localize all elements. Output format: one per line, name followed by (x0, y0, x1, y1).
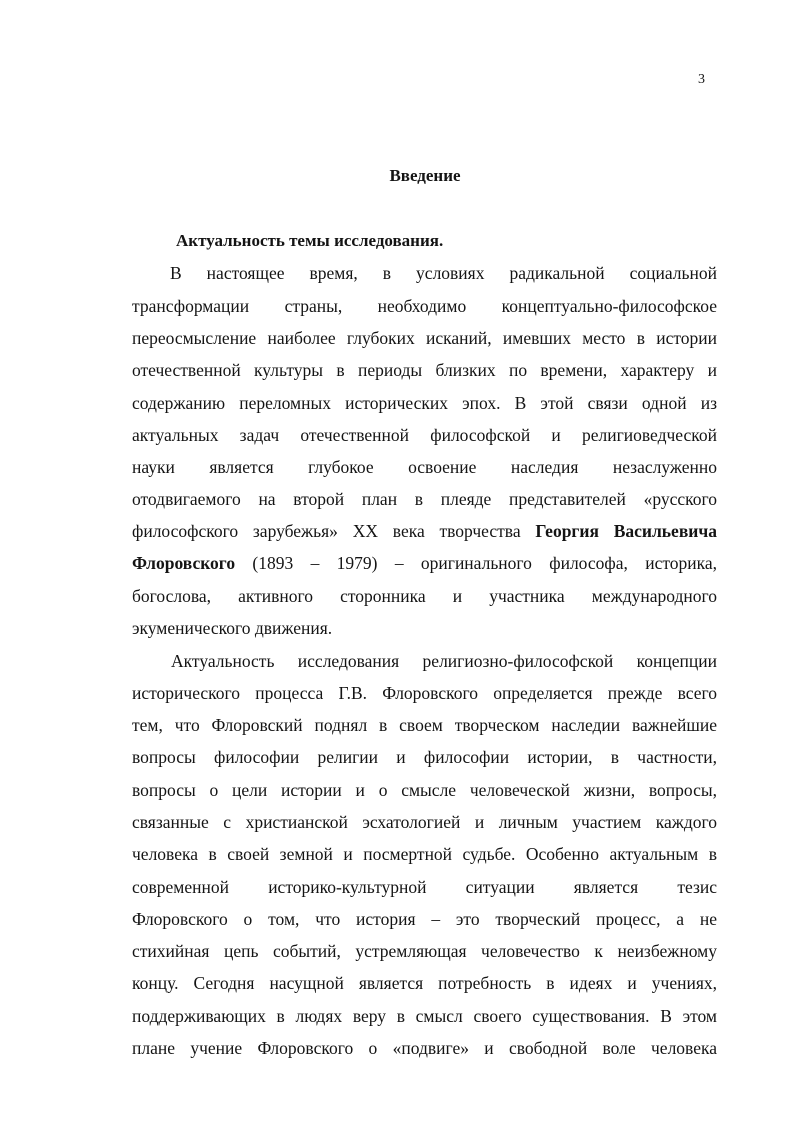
text-line: поддерживающих в людях веру в смысл своего существования. В этом (132, 1006, 717, 1026)
text-line: тем, что Флоровский поднял в своем творческом наследии важнейшие (132, 715, 717, 735)
text-line: связанные с христианской эсхатологией и личным участием каждого (132, 812, 717, 832)
text-line: содержанию переломных исторических эпох. В этой связи одной из (132, 393, 717, 413)
page-title: Введение (389, 166, 461, 185)
text-line: В настоящее время, в условиях радикальной социальной (170, 263, 717, 283)
text-line (132, 551, 717, 575)
text-line: стихийная цепь событий, устремляющая человечество к неизбежному (132, 941, 717, 961)
text-line: богослова, активного сторонника и участника международного (132, 586, 717, 606)
text-line: отодвигаемого на второй план в плеяде представителей «русского (132, 489, 717, 509)
text-line: Актуальность исследования религиозно-философской концепции (171, 651, 717, 671)
text-line: актуальных задач отечественной философской и религиоведческой (132, 425, 717, 445)
text-line: переосмысление наиболее глубоких исканий, имевших место в истории (132, 328, 717, 348)
text-line (132, 519, 717, 543)
text-line: отечественной культуры в периоды близких по времени, характеру и (132, 360, 717, 380)
text-line: вопросы философии религии и философии истории, в частности, (132, 747, 717, 767)
section-heading: Актуальность темы исследования. (176, 231, 444, 250)
text-line: науки является глубокое освоение наследия незаслуженно (132, 457, 717, 477)
text-line: исторического процесса Г.В. Флоровского определяется прежде всего (132, 683, 717, 703)
text-line: трансформации страны, необходимо концептуально-философское (132, 296, 717, 316)
text-line: плане учение Флоровского о «подвиге» и свободной воле человека (132, 1038, 717, 1058)
page-number: 3 (698, 72, 705, 87)
text-line: экуменического движения. (132, 618, 333, 638)
text-line: современной историко-культурной ситуации является тезис (132, 877, 717, 897)
text-line: человека в своей земной и посмертной судьбе. Особенно актуальным в (132, 844, 717, 864)
text-segment: философского зарубежья» XX века творчества (132, 521, 536, 541)
person-name-bold: Георгия Васильевича (535, 521, 717, 541)
text-segment: (1893 – 1979) – оригинального философа, историка, (235, 553, 717, 573)
text-line: концу. Сегодня насущной является потребность в идеях и учениях, (132, 973, 717, 993)
text-line: Флоровского о том, что история – это творческий процесс, а не (132, 909, 717, 929)
text-line: вопросы о цели истории и о смысле человеческой жизни, вопросы, (132, 780, 717, 800)
person-surname-bold: Флоровского (132, 553, 236, 573)
